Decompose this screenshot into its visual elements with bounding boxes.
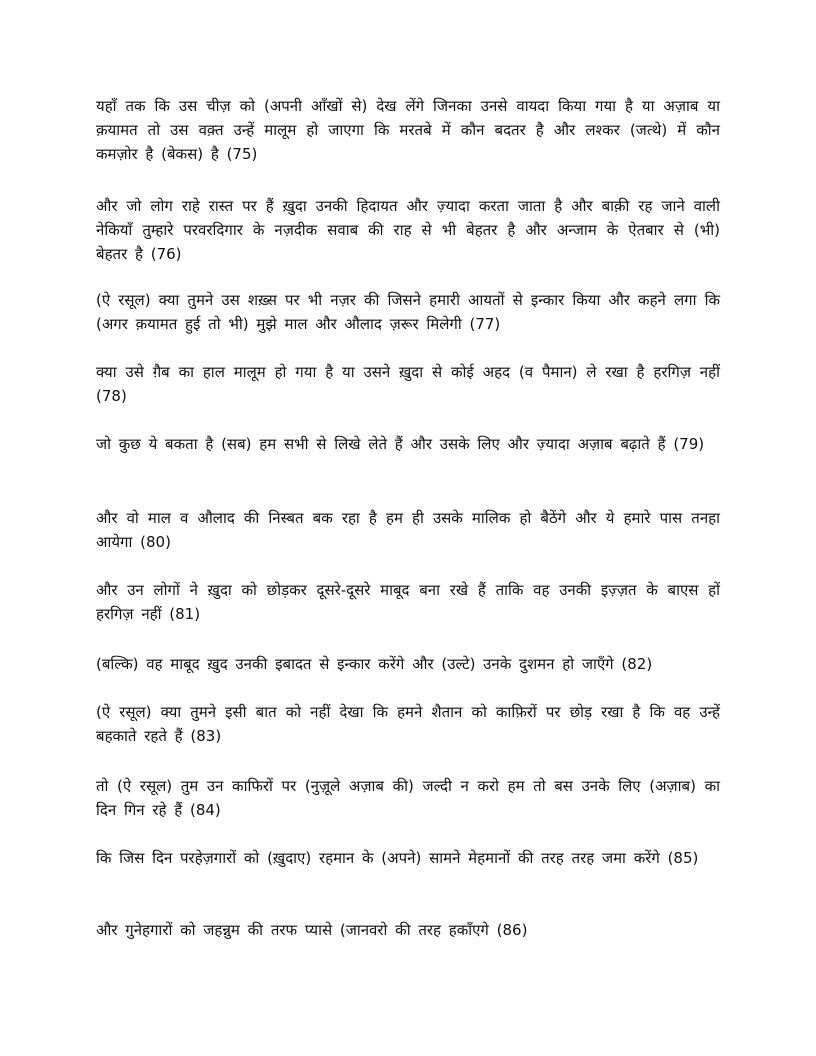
verse-paragraph-86: और गुनेहगारों को जहन्नुम की तरफ प्यासे (जानवरो की तरह हकाँएगे (86) — [96, 921, 528, 939]
verse-paragraph-83: (ऐ रसूल) क्या तुमने इसी बात को नहीं देखा कि हमने शैतान को काफ़िरों पर छोड़ रखा है कि वह उन्हें बहकाते रहते हैं (83) — [96, 703, 720, 745]
verse-paragraph-85: कि जिस दिन परहेज़गारों को (ख़ुदाए) रहमान के (अपने) सामने मेहमानों की तरह तरह जमा करेंगे (85) — [96, 849, 699, 867]
verse-paragraph-80: और वो माल व औलाद की निस्बत बक रहा है हम ही उसके मालिक हो बैठेंगे और ये हमारे पास तनहा आयेगा (80) — [96, 509, 720, 551]
verse-paragraph-75: यहाँ तक कि उस चीज़ को (अपनी आँखों से) देख लेंगे जिनका उनसे वायदा किया गया है या अज़ाब या क़यामत तो उस वक़्त उन्हें मालूम हो जाएगा कि मरतबे में कौन बदतर है और लश्कर (जत्थे) में कौन कमज़ोर है (बेकस) है (75) — [96, 97, 720, 163]
verse-paragraph-82: (बल्कि) वह माबूद ख़ुद उनकी इबादत से इन्कार करेंगे और (उल्टे) उनके दुशमन हो जाएँगे (82) — [96, 655, 653, 673]
verse-paragraph-81: और उन लोगों ने ख़ुदा को छोड़कर दूसरे-दूसरे माबूद बना रखे हैं ताकि वह उनकी इज़्ज़त के बाएस हों हरगिज़ नहीं (81) — [96, 581, 720, 623]
verse-paragraph-78: क्या उसे ग़ैब का हाल मालूम हो गया है या उसने ख़ुदा से कोई अहद (व पैमान) ले रखा है हरगिज़ नहीं (78) — [96, 363, 720, 405]
verse-paragraph-79: जो कुछ ये बकता है (सब) हम सभी से लिखे लेते हैं और उसके लिए और ज़्यादा अज़ाब बढ़ाते हैं (79) — [96, 435, 705, 453]
verse-paragraph-84: तो (ऐ रसूल) तुम उन काफिरों पर (नुज़ूले अज़ाब की) जल्दी न करो हम तो बस उनके लिए (अज़ाब) का दिन गिन रहे हैं (84) — [96, 777, 720, 819]
verse-paragraph-76: और जो लोग राहे रास्त पर हैं ख़ुदा उनकी हिदायत और ज़्यादा करता जाता है और बाक़ी रह जाने वाली नेकियाँ तुम्हारे परवरदिगार के नज़दीक सवाब की राह से भी बेहतर है और अन्जाम के ऐतबार से (भी) बेहतर है (76) — [96, 197, 720, 263]
verse-paragraph-77: (ऐ रसूल) क्या तुमने उस शख़्स पर भी नज़र की जिसने हमारी आयतों से इन्कार किया और कहने लगा कि (अगर क़यामत हुई तो भी) मुझे माल और औलाद ज़रूर मिलेगी (77) — [96, 291, 720, 333]
